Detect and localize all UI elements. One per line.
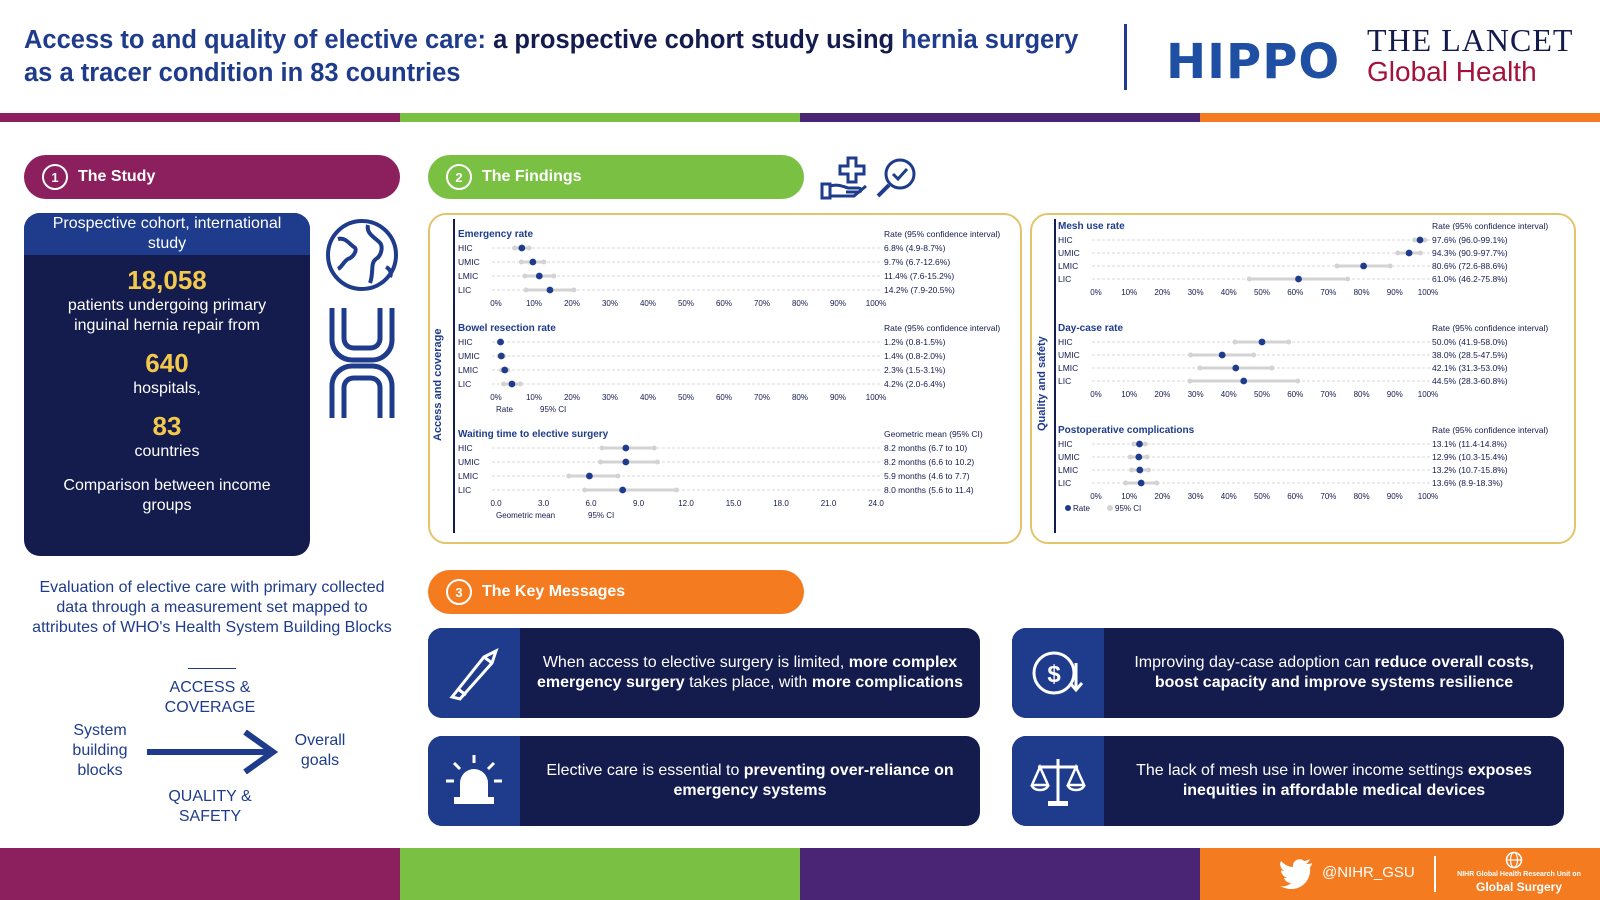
tick-label: 90%	[1386, 492, 1403, 501]
dollar-down-icon	[1012, 628, 1104, 718]
chart-svg	[458, 428, 1018, 534]
page-title	[24, 24, 1084, 90]
tick-label: 90%	[829, 299, 847, 308]
message-text: Elective care is essential to preventing over-reliance on emergency systems	[546, 762, 954, 799]
data-point	[1259, 339, 1266, 346]
ci-high-point	[1269, 366, 1274, 371]
tick-label: 70%	[753, 299, 771, 308]
section-number: 1	[42, 164, 68, 190]
tick-label: 10%	[1121, 390, 1138, 399]
category-label: LIC	[1058, 376, 1072, 386]
data-point	[536, 273, 543, 280]
data-point	[518, 245, 525, 252]
category-label: HIC	[458, 243, 473, 253]
ci-low-point	[582, 488, 587, 493]
chart-title: Day-case rate	[1058, 323, 1124, 334]
tick-label: 50%	[1253, 492, 1271, 501]
category-label: LMIC	[1058, 261, 1079, 271]
tick-label: 60%	[715, 393, 733, 402]
title-part-1: Access to and quality of elective care:	[24, 26, 487, 54]
value-label: 9.7% (6.7-12.6%)	[884, 257, 951, 267]
data-point	[547, 287, 554, 294]
category-label: LIC	[458, 285, 472, 295]
data-point	[1219, 352, 1226, 359]
value-label: 80.6% (72.6-88.6%)	[1432, 261, 1508, 271]
footer-band-purple	[0, 848, 400, 900]
tick-label: 60%	[1287, 390, 1304, 399]
tick-label: 20%	[563, 393, 581, 402]
value-label: 50.0% (41.9-58.0%)	[1432, 337, 1508, 347]
data-point	[509, 381, 516, 388]
category-label: HIC	[1058, 439, 1073, 449]
ci-high-point	[652, 446, 657, 451]
data-point	[622, 459, 629, 466]
value-label: 44.5% (28.3-60.8%)	[1432, 376, 1508, 386]
data-point	[498, 353, 505, 360]
ci-high-point	[518, 382, 523, 387]
chart-svg	[1058, 322, 1574, 422]
value-label: 4.2% (2.0-6.4%)	[884, 379, 946, 389]
tick-label: 40%	[639, 393, 657, 402]
header-divider	[1124, 24, 1127, 90]
ci-high-point	[615, 474, 620, 479]
category-label: LMIC	[458, 471, 479, 481]
section-number: 2	[446, 164, 472, 190]
tick-label: 15.0	[725, 499, 742, 508]
title-part-2: a prospective cohort study using	[486, 26, 902, 54]
globe-icon	[324, 217, 400, 293]
legend-rate-swatch	[1065, 505, 1071, 511]
category-label: UMIC	[1058, 452, 1080, 462]
footer-divider	[1434, 856, 1436, 892]
tick-label: 100%	[1417, 288, 1439, 297]
category-label: HIC	[1058, 235, 1073, 245]
scalpel-icon	[428, 628, 520, 718]
ci-low-point	[1412, 238, 1417, 243]
ci-low-point	[566, 474, 571, 479]
ci-low-point	[524, 288, 529, 293]
value-label: 5.9 months (4.6 to 7.7)	[884, 471, 970, 481]
ci-low-point	[1188, 353, 1193, 358]
countries-count: 83	[152, 411, 182, 441]
category-label: HIC	[458, 443, 473, 453]
overall-goals-label: Overall goals	[294, 732, 346, 769]
tick-label: 0%	[490, 299, 502, 308]
color-stripe-violet	[800, 113, 1200, 122]
tick-label: 80%	[1353, 288, 1370, 297]
category-label: HIC	[458, 337, 473, 347]
ci-high-point	[527, 246, 532, 251]
tick-label: 50%	[1253, 390, 1271, 399]
category-label: LMIC	[458, 271, 479, 281]
value-label: 61.0% (46.2-75.8%)	[1432, 274, 1508, 284]
tick-label: 80%	[791, 299, 809, 308]
tick-label: 60%	[1287, 288, 1304, 297]
chart-svg	[1058, 220, 1574, 320]
section-findings-header	[428, 155, 804, 199]
tick-label: 30%	[1187, 492, 1204, 501]
legend-ci-swatch	[1107, 505, 1113, 511]
nihr-line1: NIHR Global Health Research Unit on	[1457, 871, 1581, 878]
complications-chart	[1058, 424, 1574, 540]
ci-low-point	[1129, 468, 1134, 473]
ci-high-point	[674, 488, 679, 493]
ci-high-point	[1146, 468, 1151, 473]
tick-label: 30%	[1187, 288, 1204, 297]
tick-label: 30%	[1187, 390, 1204, 399]
siren-icon	[428, 736, 520, 826]
legend-rate: Rate	[496, 405, 513, 414]
globe-icon	[1505, 851, 1523, 869]
twitter-handle[interactable]: @NIHR_GSU	[1322, 864, 1415, 881]
countries-text: countries	[134, 443, 200, 460]
tick-label: 6.0	[585, 499, 597, 508]
patients-count: 18,058	[127, 265, 207, 295]
value-label: 1.2% (0.8-1.5%)	[884, 337, 946, 347]
message-card-emergency	[428, 628, 980, 718]
ci-header: Rate (95% confidence interval)	[1432, 221, 1549, 231]
tick-label: 40%	[639, 299, 657, 308]
ci-low-point	[522, 274, 527, 279]
ci-high-point	[1143, 442, 1148, 447]
tick-label: 40%	[1220, 390, 1237, 399]
ci-low-point	[512, 246, 517, 251]
ci-header: Rate (95% confidence interval)	[884, 323, 1001, 333]
section-study-header	[24, 155, 400, 199]
ci-low-point	[1247, 277, 1252, 282]
chart-svg	[458, 322, 1018, 428]
value-label: 14.2% (7.9-20.5%)	[884, 285, 955, 295]
data-point	[1240, 378, 1247, 385]
evaluation-text: Evaluation of elective care with primary collected data through a measurement set mapped to attributes of WHO's Health System Building Blocks	[32, 579, 392, 636]
ci-high-point	[1345, 277, 1350, 282]
section-number: 3	[446, 579, 472, 605]
hospitals-count: 640	[145, 348, 189, 378]
ci-low-point	[1131, 442, 1136, 447]
message-card-reliance	[428, 736, 980, 826]
category-label: LIC	[458, 379, 472, 389]
tick-label: 100%	[1417, 492, 1439, 501]
hospitals-text: hospitals,	[133, 380, 201, 397]
chart-title: Mesh use rate	[1058, 221, 1125, 232]
study-summary-box	[24, 213, 310, 556]
access-coverage-label: ACCESS & COVERAGE	[164, 679, 256, 716]
tick-label: 90%	[1386, 288, 1403, 297]
category-label: LIC	[1058, 274, 1072, 284]
category-label: UMIC	[1058, 350, 1080, 360]
tick-label: 20%	[563, 299, 581, 308]
tick-label: 24.0	[868, 499, 884, 508]
tick-label: 10%	[525, 299, 543, 308]
message-card-daycase	[1012, 628, 1564, 718]
search-check-icon	[874, 156, 918, 200]
bowel-resection-chart	[458, 322, 1018, 428]
tick-label: 40%	[1220, 288, 1237, 297]
arrow-right-icon	[145, 730, 281, 774]
system-blocks-label: System building blocks	[72, 722, 128, 779]
tick-label: 60%	[1287, 492, 1304, 501]
value-label: 38.0% (28.5-47.5%)	[1432, 350, 1508, 360]
tick-label: 30%	[601, 299, 619, 308]
category-label: HIC	[1058, 337, 1073, 347]
data-point	[622, 445, 629, 452]
tick-label: 0%	[1090, 288, 1102, 297]
value-label: 1.4% (0.8-2.0%)	[884, 351, 946, 361]
tick-label: 100%	[865, 393, 887, 402]
tick-label: 100%	[1417, 390, 1439, 399]
ci-low-point	[1335, 264, 1340, 269]
knee-joint-icon	[322, 304, 402, 422]
category-label: UMIC	[458, 257, 480, 267]
data-point	[1295, 276, 1302, 283]
svg-text:$: $	[1047, 661, 1061, 688]
access-coverage-axis-label: Access and coverage	[432, 328, 444, 441]
ci-low-point	[1395, 251, 1400, 256]
tick-label: 20%	[1154, 390, 1171, 399]
tick-label: 50%	[677, 299, 695, 308]
section-label: The Key Messages	[482, 583, 626, 600]
chart-title: Postoperative complications	[1058, 425, 1195, 436]
value-label: 13.1% (11.4-14.8%)	[1432, 439, 1507, 449]
hand-plus-icon	[820, 156, 868, 200]
data-point	[1406, 250, 1413, 257]
ci-low-point	[1197, 366, 1202, 371]
category-label: UMIC	[458, 351, 480, 361]
ci-high-point	[571, 288, 576, 293]
value-label: 97.6% (96.0-99.1%)	[1432, 235, 1508, 245]
chart-title: Bowel resection rate	[458, 323, 556, 334]
legend-ci: 95% CI	[540, 405, 567, 414]
data-point	[1136, 441, 1143, 448]
category-label: LMIC	[458, 365, 479, 375]
data-point	[619, 487, 626, 494]
tick-label: 90%	[1386, 390, 1403, 399]
message-text: When access to elective surgery is limited, more complex emergency surgery takes place, with more complications	[537, 654, 963, 691]
section-label: The Findings	[482, 168, 582, 185]
tick-label: 40%	[1220, 492, 1237, 501]
ci-high-point	[1418, 251, 1423, 256]
chart-title: Waiting time to elective surgery	[458, 429, 609, 440]
category-label: LMIC	[1058, 465, 1079, 475]
tick-label: 0%	[1090, 492, 1102, 501]
tick-label: 70%	[1320, 390, 1337, 399]
ci-high-point	[655, 460, 660, 465]
hippo-logo: HIPPO	[1166, 34, 1341, 90]
tick-label: 20%	[1154, 492, 1171, 501]
legend-ci: 95% CI	[588, 511, 615, 520]
patients-text: patients undergoing primary inguinal hernia repair from	[67, 297, 267, 334]
chart-svg	[458, 228, 1018, 324]
value-label: 11.4% (7.6-15.2%)	[884, 271, 955, 281]
ci-high-point	[1154, 481, 1159, 486]
tick-label: 80%	[1353, 492, 1370, 501]
value-label: 12.9% (10.3-15.4%)	[1432, 452, 1508, 462]
tick-label: 21.0	[820, 499, 837, 508]
tick-label: 80%	[791, 393, 809, 402]
quality-safety-label: QUALITY & SAFETY	[168, 788, 252, 825]
legend-rate: Rate	[1073, 504, 1090, 513]
ci-high-point	[1295, 379, 1300, 384]
tick-label: 10%	[525, 393, 543, 402]
divider	[188, 668, 236, 669]
value-label: 8.2 months (6.7 to 10)	[884, 443, 968, 453]
waiting-time-chart	[458, 428, 1018, 534]
legend-ci: 95% CI	[1115, 504, 1142, 513]
section-messages-header	[428, 570, 804, 614]
tick-label: 12.0	[678, 499, 694, 508]
color-stripe-purple	[0, 113, 400, 122]
value-label: 13.2% (10.7-15.8%)	[1432, 465, 1508, 475]
study-heading: Prospective cohort, international study	[24, 213, 310, 255]
ci-header: Rate (95% confidence interval)	[1432, 323, 1549, 333]
tick-label: 100%	[865, 299, 887, 308]
ci-low-point	[519, 260, 524, 265]
lancet-logo-line1: THE LANCET	[1367, 22, 1574, 58]
tick-label: 70%	[1320, 492, 1337, 501]
tick-label: 3.0	[537, 499, 550, 508]
comparison-text: Comparison between income groups	[63, 477, 271, 514]
category-label: UMIC	[458, 457, 480, 467]
category-label: LMIC	[1058, 363, 1079, 373]
legend-geometric-mean: Geometric mean	[496, 511, 556, 520]
tick-label: 70%	[1320, 288, 1337, 297]
value-label: 13.6% (8.9-18.3%)	[1432, 478, 1503, 488]
tick-label: 0%	[490, 393, 502, 402]
twitter-icon[interactable]	[1280, 859, 1314, 889]
day-case-chart	[1058, 322, 1574, 422]
ci-high-point	[1251, 353, 1256, 358]
panel-bracket	[453, 219, 455, 533]
value-label: 94.3% (90.9-97.7%)	[1432, 248, 1508, 258]
tick-label: 90%	[829, 393, 847, 402]
tick-label: 50%	[677, 393, 695, 402]
chart-title: Emergency rate	[458, 229, 534, 240]
data-point	[586, 473, 593, 480]
message-card-mesh	[1012, 736, 1564, 826]
chart-svg	[1058, 424, 1574, 540]
tick-label: 30%	[601, 393, 619, 402]
ci-high-point	[1388, 264, 1393, 269]
ci-low-point	[1187, 379, 1192, 384]
value-label: 2.3% (1.5-3.1%)	[884, 365, 946, 375]
category-label: LIC	[458, 485, 472, 495]
ci-high-point	[1286, 340, 1291, 345]
emergency-rate-chart	[458, 228, 1018, 324]
ci-low-point	[501, 382, 506, 387]
tick-label: 10%	[1121, 492, 1138, 501]
data-point	[497, 339, 504, 346]
nihr-line2: Global Surgery	[1475, 880, 1563, 894]
tick-label: 10%	[1121, 288, 1138, 297]
value-label: 8.2 months (6.6 to 10.2)	[884, 457, 975, 467]
value-label: 8.0 months (5.6 to 11.4)	[884, 485, 974, 495]
color-stripe-green	[400, 113, 800, 122]
tick-label: 80%	[1353, 390, 1370, 399]
tick-label: 60%	[715, 299, 733, 308]
ci-header: Geometric mean (95% CI)	[884, 429, 983, 439]
quality-safety-axis-label: Quality and safety	[1036, 336, 1048, 431]
data-point	[529, 259, 536, 266]
tick-label: 50%	[1253, 288, 1271, 297]
ci-high-point	[1145, 455, 1150, 460]
tick-label: 20%	[1154, 288, 1171, 297]
data-point	[1135, 454, 1142, 461]
footer-band-violet	[800, 848, 1200, 900]
value-label: 42.1% (31.3-53.0%)	[1432, 363, 1508, 373]
ci-header: Rate (95% confidence interval)	[884, 229, 1001, 239]
data-point	[501, 367, 508, 374]
mesh-use-chart	[1058, 220, 1574, 320]
scales-icon	[1012, 736, 1104, 826]
ci-low-point	[1128, 455, 1133, 460]
ci-low-point	[600, 446, 605, 451]
lancet-logo-line2: Global Health	[1367, 56, 1537, 87]
value-label: 6.8% (4.9-8.7%)	[884, 243, 946, 253]
ci-low-point	[1233, 340, 1238, 345]
tick-label: 0.0	[490, 499, 502, 508]
tick-label: 0%	[1090, 390, 1102, 399]
message-text: Improving day-case adoption can reduce overall costs, boost capacity and improve systems resilience	[1134, 654, 1534, 691]
ci-header: Rate (95% confidence interval)	[1432, 425, 1549, 435]
ci-low-point	[1123, 481, 1128, 486]
tick-label: 9.0	[632, 499, 645, 508]
category-label: UMIC	[1058, 248, 1080, 258]
data-point	[1417, 237, 1424, 244]
ci-low-point	[598, 460, 603, 465]
ci-high-point	[551, 274, 556, 279]
section-label: The Study	[78, 168, 156, 185]
data-point	[1232, 365, 1239, 372]
footer-band-green	[400, 848, 800, 900]
panel-bracket	[1054, 219, 1056, 533]
category-label: LIC	[1058, 478, 1072, 488]
data-point	[1360, 263, 1367, 270]
tick-label: 18.0	[773, 499, 789, 508]
title-part-3: hernia surgery as a tracer condition in 83 countries	[24, 26, 1079, 87]
message-text: The lack of mesh use in lower income settings exposes inequities in affordable medical devices	[1136, 762, 1532, 799]
data-point	[1136, 467, 1143, 474]
tick-label: 70%	[753, 393, 771, 402]
data-point	[1138, 480, 1145, 487]
color-stripe-orange	[1200, 113, 1600, 122]
ci-high-point	[541, 260, 546, 265]
